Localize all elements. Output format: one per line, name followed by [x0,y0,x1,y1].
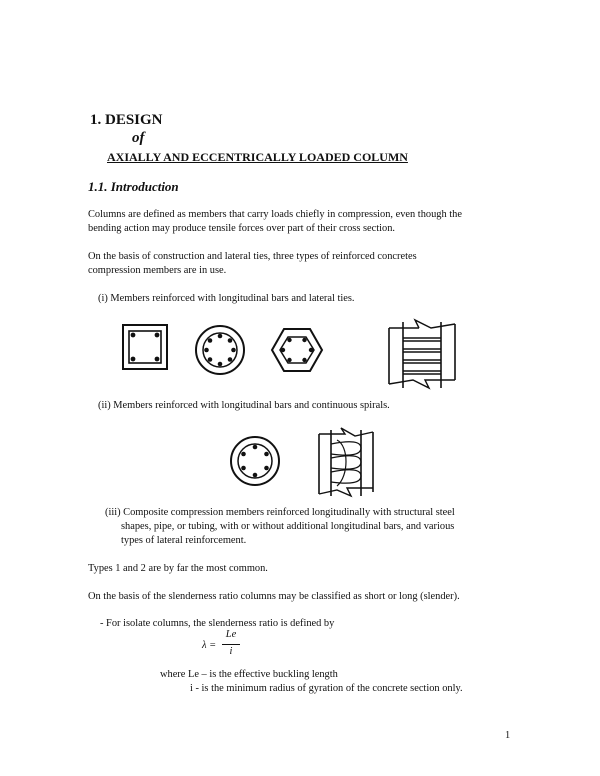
paragraph-line: On the basis of construction and lateral ties, three types of reinforced concretes [88,251,417,262]
type-iii-line: (iii) Composite compression members reinforced longitudinally with structural steel [105,507,455,518]
formula-numerator: Le [225,629,237,640]
circular-tied-column-figure [193,323,247,377]
fraction-bar [222,644,240,645]
paragraph-line: On the basis of the slenderness ratio columns may be classified as short or long (slender). [88,591,460,602]
formula-lambda: λ = [202,640,217,651]
paragraph-line: Columns are defined as members that carry loads chiefly in compression, even though the [88,209,462,220]
paragraph-line: - For isolate columns, the slenderness ratio is defined by [100,618,335,629]
paragraph-line: Types 1 and 2 are by far the most common. [88,563,268,574]
where-line: i - is the minimum radius of gyration of the concrete section only. [190,683,463,694]
chapter-title-of: of [132,130,145,146]
paragraph-line: bending action may produce tensile forces over part of their cross section. [88,223,395,234]
type-ii: (ii) Members reinforced with longitudinal bars and continuous spirals. [98,400,390,411]
spiral-column-elevation-figure [315,426,379,498]
chapter-title: 1. DESIGN [90,112,163,128]
hexagonal-tied-column-figure [270,326,324,374]
where-line: where Le – is the effective buckling length [160,669,338,680]
paragraph-line: compression members are in use. [88,265,227,276]
circular-spiral-column-figure [228,434,282,488]
type-i: (i) Members reinforced with longitudinal bars and lateral ties. [98,293,355,304]
tied-column-elevation-figure [385,316,465,392]
page-number: 1 [505,730,511,741]
type-iii-line: shapes, pipe, or tubing, with or without additional longitudinal bars, and various [121,521,455,532]
chapter-subtitle: AXIALLY AND ECCENTRICALLY LOADED COLUMN [107,150,408,164]
formula-denominator: i [229,646,233,657]
section-title: 1.1. Introduction [88,179,179,194]
type-iii-line: types of lateral reinforcement. [121,535,247,546]
square-tied-column-figure [120,322,172,374]
